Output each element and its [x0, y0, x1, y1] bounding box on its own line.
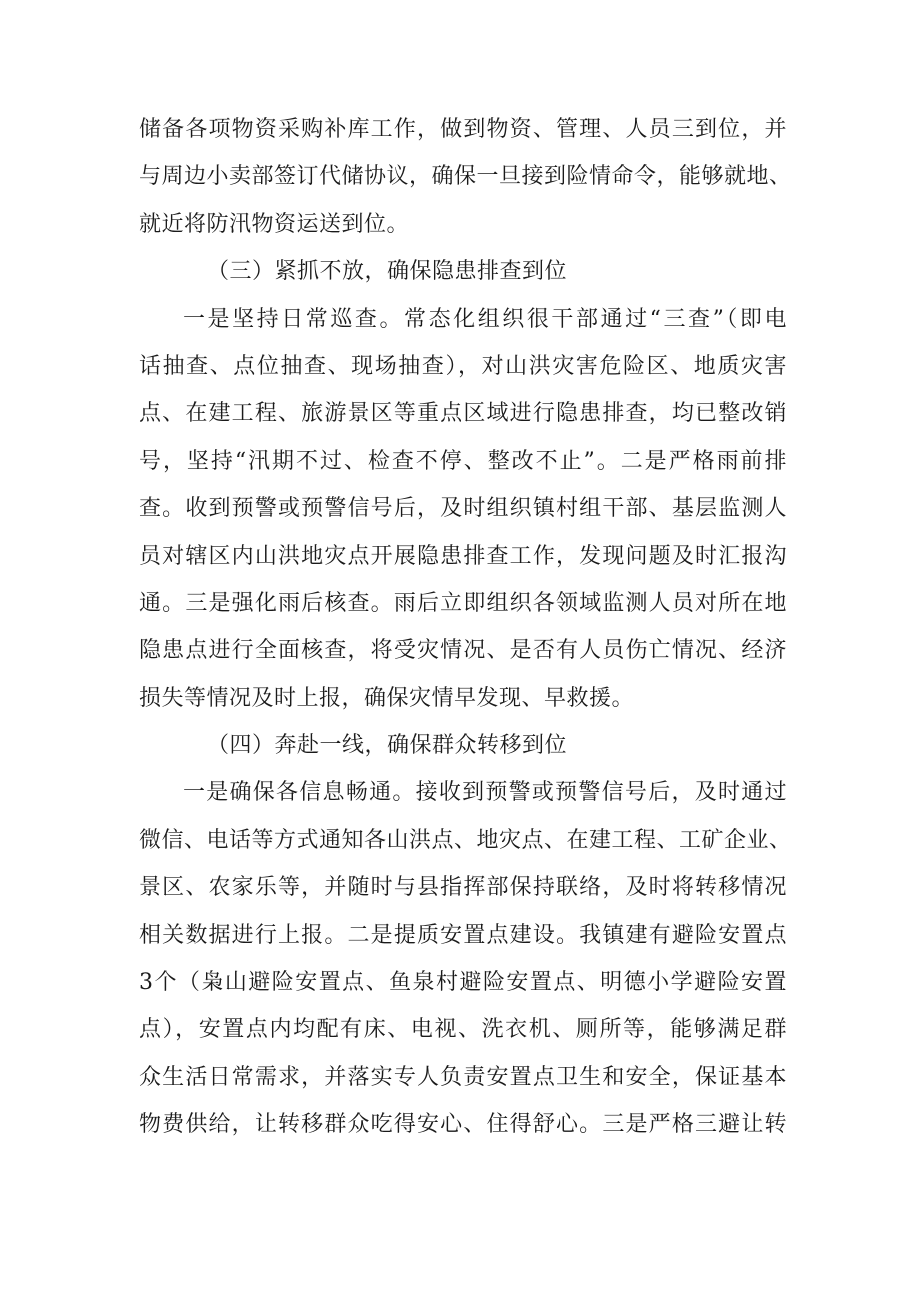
- text-line: 点），安置点内均配有床、电视、洗衣机、厕所等，能够满足群: [139, 1017, 787, 1043]
- text-line: 物费供给，让转移群众吃得安心、住得舒心。三是严格三避让转: [139, 1112, 787, 1138]
- paragraph-3: [139, 296, 787, 723]
- text-line: 号，坚持“汛期不过、检查不停、整改不止”。二是严格雨前排: [139, 448, 787, 474]
- text-line: 通。三是强化雨后核查。雨后立即组织各领域监测人员对所在地: [139, 590, 787, 616]
- text-line: 景区、农家乐等，并随时与县指挥部保持联络，及时将转移情况: [139, 875, 787, 901]
- text-line: 相关数据进行上报。二是提质安置点建设。我镇建有避险安置点: [139, 922, 787, 948]
- paragraph-4: [139, 769, 792, 1148]
- text-line: 与周边小卖部签订代储协议，确保一旦接到险情命令，能够就地、: [139, 164, 792, 190]
- section-heading-3: （三）紧抓不放，确保隐患排查到位: [207, 259, 568, 285]
- section-heading-4: （四）奔赴一线，确保群众转移到位: [207, 733, 568, 759]
- text-line: 损失等情况及时上报，确保灾情早发现、早救援。: [139, 685, 635, 711]
- text-line: 隐患点进行全面核查，将受灾情况、是否有人员伤亡情况、经济: [139, 638, 787, 664]
- text-line: 员对辖区内山洪地灾点开展隐患排查工作，发现问题及时汇报沟: [139, 543, 787, 569]
- text-line: 储备各项物资采购补库工作，做到物资、管理、人员三到位，并: [139, 117, 787, 142]
- document-body: [139, 106, 792, 1149]
- text-line: 话抽查、点位抽查、现场抽查），对山洪灾害危险区、地质灾害: [139, 353, 787, 379]
- text-line: 一是确保各信息畅通。接收到预警或预警信号后，及时通过: [183, 780, 787, 806]
- text-line: 一是坚持日常巡查。常态化组织很干部通过“三查”（即电: [183, 306, 787, 332]
- text-line: 点、在建工程、旅游景区等重点区域进行隐患排查，均已整改销: [139, 401, 787, 427]
- text-line: 微信、电话等方式通知各山洪点、地灾点、在建工程、工矿企业、: [139, 827, 792, 853]
- text-line: 查。收到预警或预警信号后，及时组织镇村组干部、基层监测人: [139, 496, 787, 522]
- text-line: 就近将防汛物资运送到位。: [139, 211, 410, 237]
- paragraph-continued: [139, 106, 792, 248]
- text-line: 众生活日常需求，并落实专人负责安置点卫生和安全，保证基本: [139, 1064, 787, 1090]
- text-line: 3个（枭山避险安置点、鱼泉村避险安置点、明德小学避险安置: [139, 970, 787, 996]
